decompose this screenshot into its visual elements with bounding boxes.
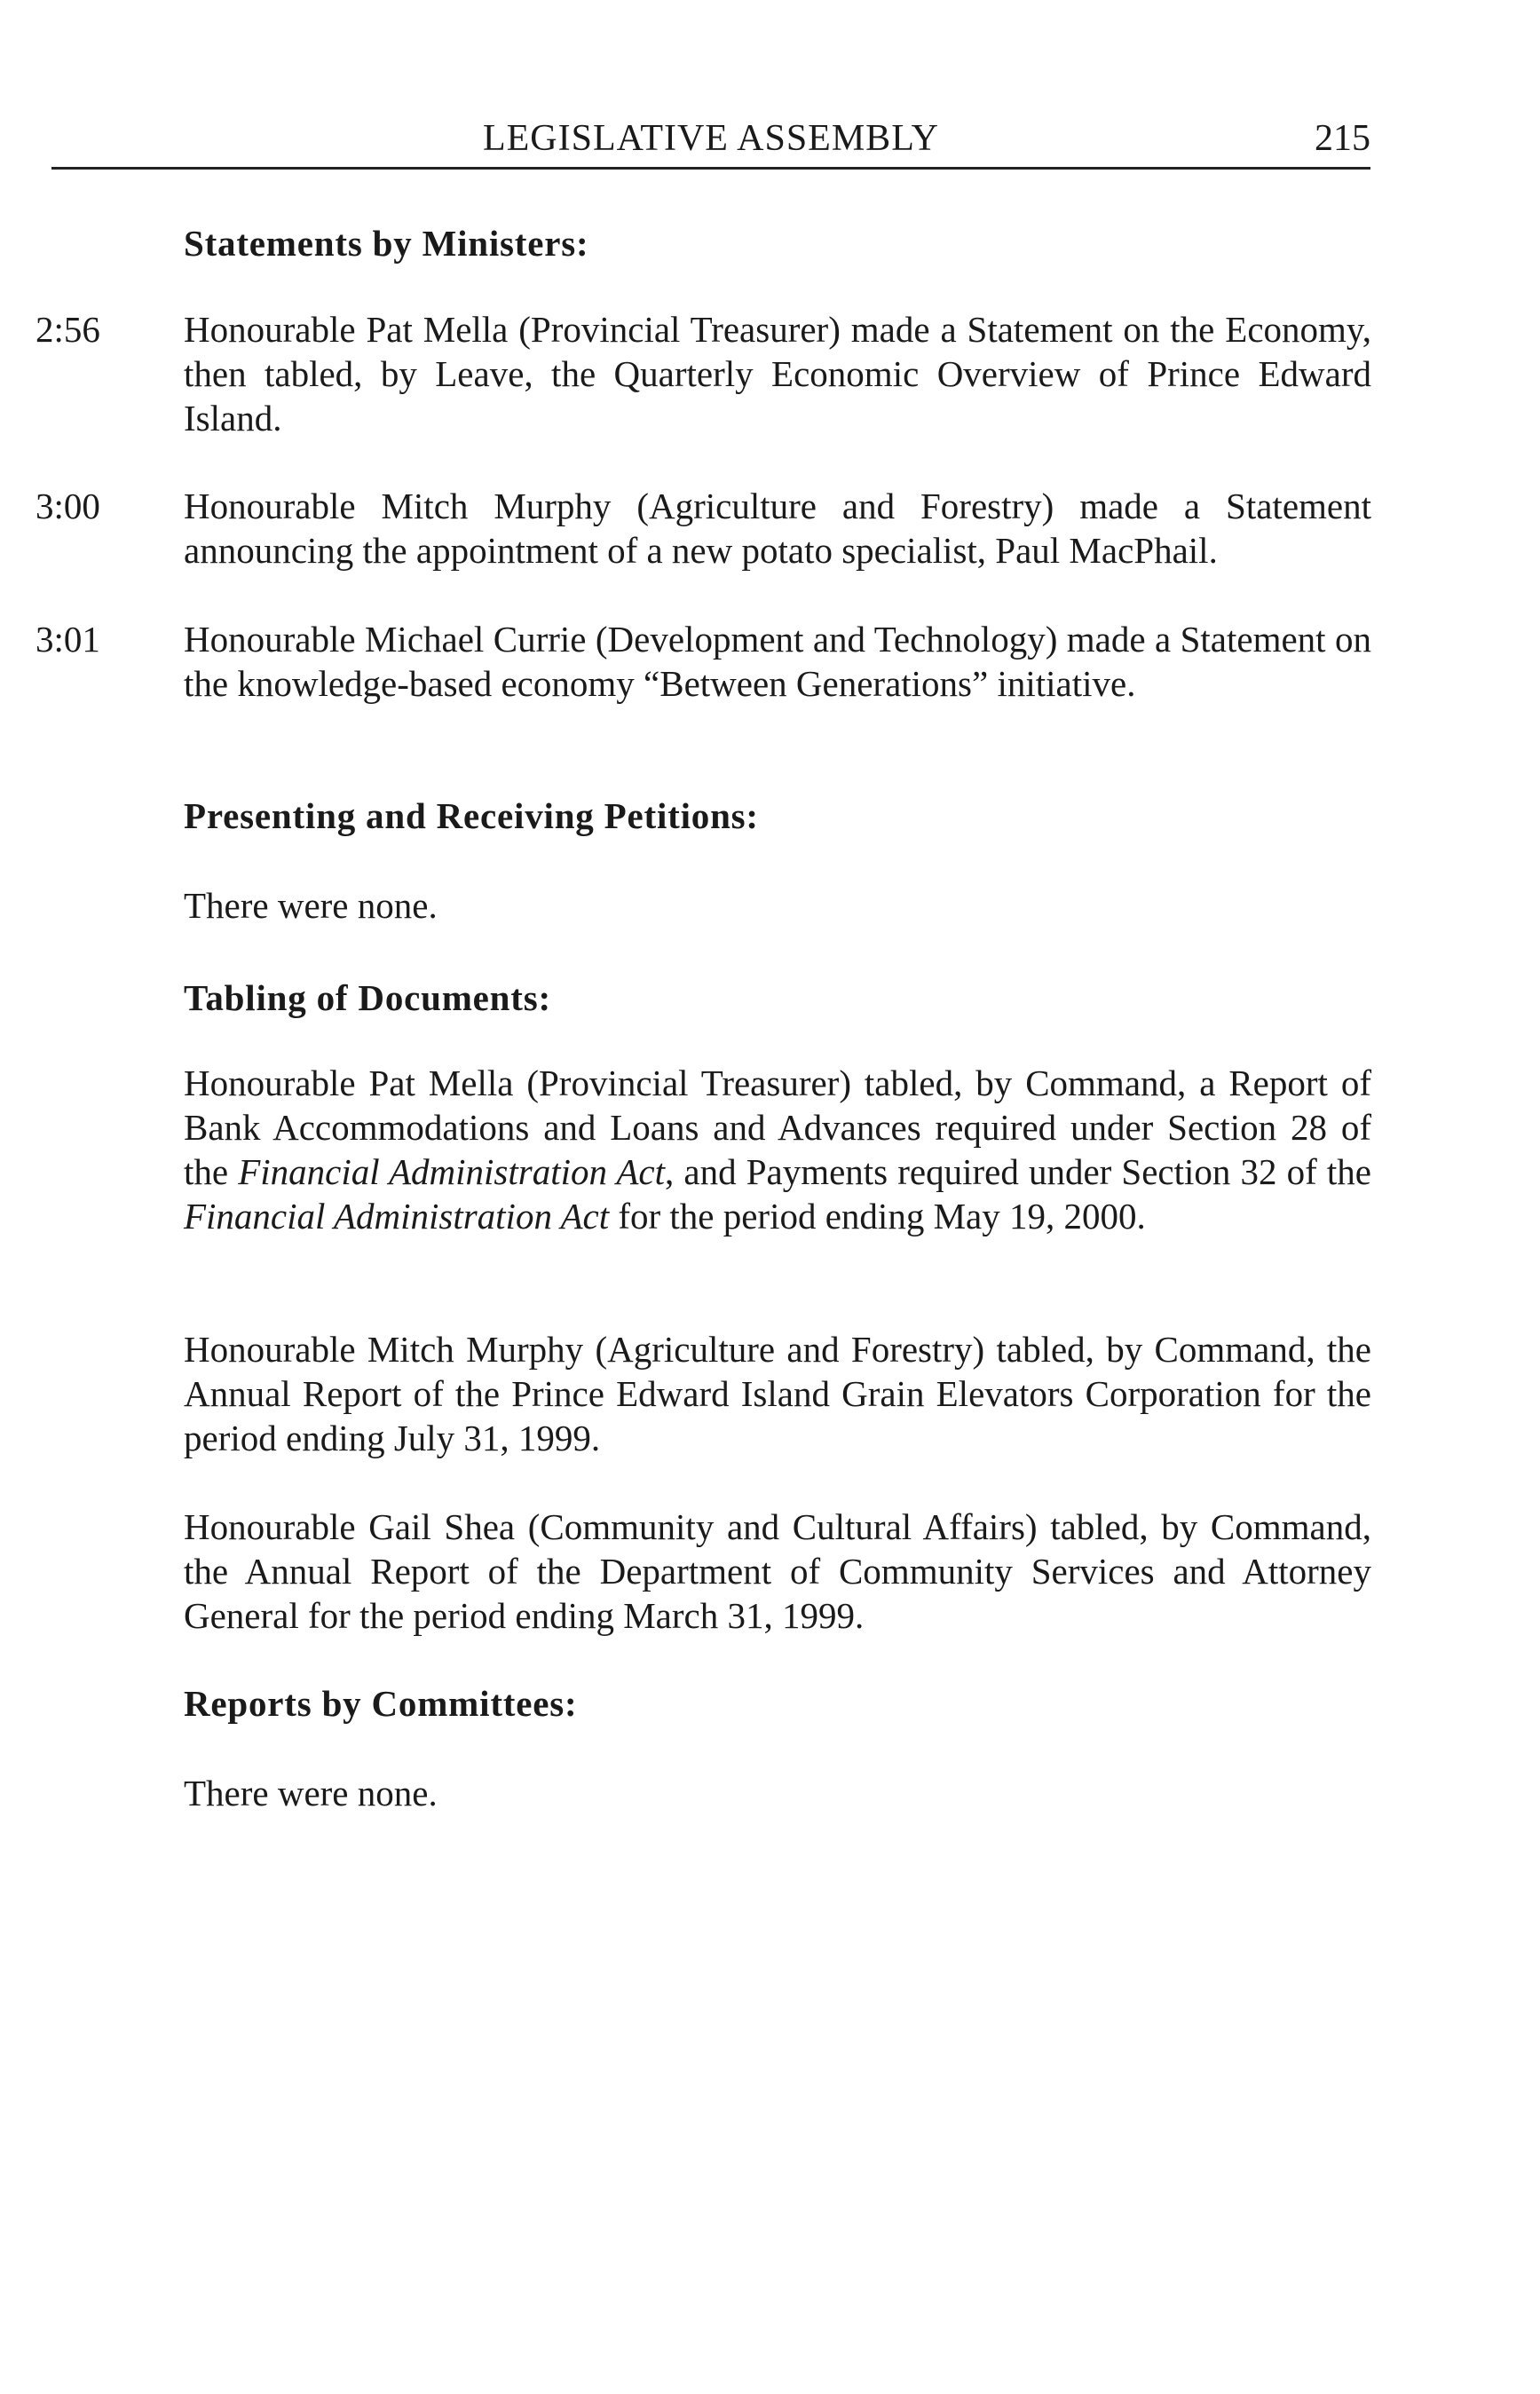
statement-entry: Honourable Michael Currie (Development and Technology) made a Statement on the knowledge-based economy “Between Generations” initiative.: [184, 619, 1371, 704]
section-heading-committees: Reports by Committees:: [184, 1683, 578, 1724]
section-heading-petitions: Presenting and Receiving Petitions:: [184, 795, 759, 836]
entry-time: 3:01: [36, 619, 100, 660]
tabling-paragraph: Honourable Mitch Murphy (Agriculture and Forestry) tabled, by Command, the Annual Report of the Prince Edward Island Grain Elevators Corporation for the period ending July 31, 1999.: [184, 1329, 1371, 1458]
section-heading-statements: Statements by Ministers:: [184, 223, 589, 264]
act-title: Financial Administration Act: [238, 1151, 666, 1192]
petitions-text: There were none.: [184, 885, 438, 926]
entry-time: 3:00: [36, 486, 100, 526]
committees-text: There were none.: [184, 1773, 438, 1813]
statement-entry: Honourable Mitch Murphy (Agriculture and Forestry) made a Statement announcing the appointment of a new potato specialist, Paul MacPhail.: [184, 486, 1371, 571]
tabling-text-part: for the period ending May 19, 2000.: [609, 1196, 1146, 1237]
statement-entry: Honourable Pat Mella (Provincial Treasurer) made a Statement on the Economy, then tabled, by Leave, the Quarterly Economic Overview of Prince Edward Island.: [184, 309, 1371, 439]
page-number: 215: [1315, 118, 1370, 159]
running-title: LEGISLATIVE ASSEMBLY: [483, 118, 939, 159]
act-title: Financial Administration Act: [184, 1196, 610, 1237]
tabling-text-part: , and Payments required under Section 32 of the: [665, 1151, 1371, 1192]
section-heading-tabling: Tabling of Documents:: [184, 977, 551, 1018]
tabling-text-part: Honourable Pat Mella (Provincial Treasurer) tabled, by Command, a Report of Bank Accommodations and Loans and Advances required under Section 28 of the: [184, 1063, 1371, 1192]
tabling-paragraph: Honourable Gail Shea (Community and Cultural Affairs) tabled, by Command, the Annual Report of the Department of Community Services and Attorney General for the period ending March 31, 1999.: [184, 1506, 1371, 1636]
tabling-paragraph: [184, 1061, 1371, 1238]
running-head: [51, 117, 1370, 170]
entry-time: 2:56: [36, 309, 100, 350]
